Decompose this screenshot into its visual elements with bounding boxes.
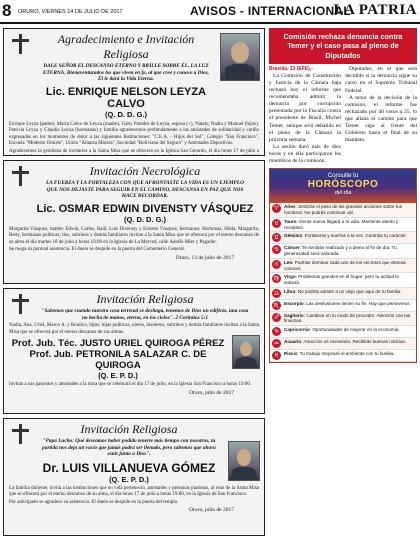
notice-signature: Oruro, julio de 2017: [189, 389, 234, 396]
notice-agradecimiento: [3, 28, 265, 156]
zodiac-icon: ♓: [273, 352, 280, 360]
cross-icon: [7, 165, 35, 187]
sign-text: Oportunidades de mejorar en la economía.: [312, 327, 400, 333]
zodiac-icon: ♐: [273, 313, 280, 321]
sign-text: Te sentirás realizado y a pleno al fin de día. Tu generosidad será valorada.: [284, 245, 397, 257]
notice-body: Margarita Vásquez, madre; Edwin, Carlos, Raúl, Luis Divensty y Ernesto Vásquez, hermanos; Hortensia, Hilda, Margarita, Betty, hermanas políticas; tíos, sobrinos y demás familiares invitan a la Santa Misa que se ofrecerá por el eterno descanso de su alma el día martes 18 de julio a horas 19:00 en la Iglesia de La Merced, calle Adolfo Mier y Pagador. Se ruega su puntual asistencia. El duelo se despide en la puerta del Cementerio General.: [9, 226, 259, 253]
portrait-photo: [228, 441, 260, 481]
sign-text: Problemas grandes en el hogar; pero tu actitud te salvará.: [284, 274, 400, 286]
notice-necrologica: [3, 160, 265, 284]
sign-text: Fortalezas y sueños a la vez. Controla tu carácter.: [304, 233, 407, 239]
sign-text: No podrás admitir a un viejo que aquí de tu familia.: [297, 288, 402, 294]
zodiac-icon: ♊: [273, 234, 280, 242]
international-column: [269, 28, 417, 363]
zodiac-icon: ♋: [273, 246, 280, 254]
sign-text: Sentirás el peso de las grandes acciones sobre tus hombros. No podrás continuar así.: [284, 204, 402, 216]
horoscope-sign-géminis: ♊ Géminis: Fortalezas y sueños a la vez. Controla tu carácter.: [270, 232, 416, 244]
deceased-name-1: Prof. Jub. Téc. JUSTO URIEL QUIROGA PÉREZ: [11, 338, 225, 350]
notice-signature: Oruro, 13 de julio de 2017: [175, 254, 234, 261]
deceased-name: Dr. LUIS VILLANUEVA GÓMEZ: [42, 460, 216, 475]
horoscope-sign-piscis: ♓ Piscis: Tu trabajo mejorará el ambiente con tu familia.: [270, 350, 416, 362]
horoscope-banner: Consulte tu HORÓSCOPO del día: [270, 169, 416, 203]
sign-name: Virgo: [284, 274, 296, 280]
notice-qepd: (Q. E. P. D.): [109, 474, 149, 484]
horoscope-sign-aries: ♈ Aries: Sentirás el peso de las grandes acciones sobre tus hombros. No podrás continuar así.: [270, 203, 416, 217]
notice-title: Invitación Religiosa: [96, 292, 194, 306]
sign-text: Podrías dominar cada uno de los secretos que deseas conocer.: [284, 259, 406, 271]
zodiac-icon: ♌: [273, 260, 280, 268]
sign-name: Géminis: [284, 233, 303, 239]
notice-qddg: (Q. D. D. G.): [123, 214, 167, 224]
horoscope-sign-tauro: ♉ Tauro: Gente nueva llegará a tu vida. Mantente atento y receptivo.: [270, 218, 416, 232]
sign-name: Acuario: [284, 339, 302, 345]
article-col-2: Diputados, en el que será decidido si la denuncia sigue su curso en el Supremo Tribunal Federal. A tenor de la decisión de la comisión, el informe fue rechazado por 40 votos a 25, lo que allana el camino para que Temer siga al frente del Gobierno hasta el final de su mandato.: [345, 66, 417, 144]
sign-name: Libra: [284, 288, 296, 294]
deceased-name: Lic. ENRIQUE NELSON LEYZA CALVO: [45, 85, 207, 110]
horoscope-sign-leo: ♌ Leo: Podrías dominar cada uno de los secretos que deseas conocer.: [270, 259, 416, 273]
notice-title: Invitación Religiosa: [80, 422, 178, 436]
zodiac-icon: ♒: [273, 340, 280, 348]
section-title: AVISOS - INTERNACIONAL: [190, 4, 352, 18]
sign-name: Capricornio: [284, 327, 310, 333]
notice-heading: "Papá Lucho: Qué deseamos haber podido tenerte más tiempo con nosotros, tu partida nos deja un vacío que jamás podrá ser llenado, pero sabemos que ahora estás junto a Dios".: [42, 438, 216, 458]
deceased-name-2: Prof. Jub. PETRONILA SALAZAR C. DE QUIROGA: [29, 349, 207, 372]
horoscope-sign-libra: ♎ Libra: No podrás admitir a un viejo que aquí de tu familia.: [270, 288, 416, 300]
notice-heading: LA FUERZA Y LA FORTALEZA CON QUE AFRONTASTE LA VIDA ES UN EJEMPLO QUE NOS DEJASTE PARA SEGUIR EN EL CAMINO, DESCANSA EN PAZ QUE NOS HACE RECORDAR.: [46, 180, 244, 200]
sign-name: Tauro: [284, 218, 297, 224]
horoscope-sign-capricornio: ♑ Capricornio: Oportunidades de mejorar en la economía.: [270, 326, 416, 338]
newspaper-brand: LA PATRIA: [333, 2, 417, 18]
sign-text: Tu trabajo mejorará el ambiente con tu familia.: [299, 351, 395, 357]
cross-icon: [7, 33, 35, 55]
sign-name: Escorpio: [284, 300, 304, 306]
horoscope-sign-sagitario: ♐ Sagitario: Cambios en tu modo de proceder. Atención con las finanzas.: [270, 312, 416, 326]
cross-icon: [7, 293, 35, 315]
zodiac-icon: ♏: [273, 301, 280, 309]
notice-heading: DALE SEÑOR EL DESCANSO ETERNO Y BRILLE SOBRE ÉL, LA LUZ ETERNA. Bienaventurados los que viven en fe, al que cree y conoce a Dios, Él le dará la Vida Eterna.: [43, 63, 209, 83]
portrait-photo: [232, 335, 260, 369]
cross-icon: [7, 423, 35, 445]
notice-title: Invitación Necrológica: [89, 164, 201, 178]
dateline: ORURO, VIERNES 14 DE JULIO DE 2017: [18, 9, 123, 15]
article-dateline: Brasilia, 13 (EFE).-: [269, 66, 313, 73]
sign-name: Sagitario: [284, 312, 304, 318]
article-body: [269, 66, 417, 165]
horoscope-sign-escorpio: ♏ Escorpio: Las desilusiones tienen su fin. Hay que perseverar.: [270, 300, 416, 312]
notice-invitacion-quiroga: [3, 288, 265, 414]
sign-text: Gente nueva llegará a tu vida. Mantente atento y receptivo.: [284, 218, 399, 230]
article-headline: Comisión rechaza denuncia contra Temer y el caso pasa al pleno de Diputados: [269, 28, 417, 64]
horoscope-sign-acuario: ♒ Acuario: Atracción es necesaria. Recibirás buenas noticias.: [270, 338, 416, 350]
zodiac-icon: ♍: [273, 275, 280, 283]
zodiac-icon: ♈: [273, 205, 280, 213]
sign-text: Las desilusiones tienen su fin. Hay que perseverar.: [306, 300, 411, 306]
notice-body: Invitan a sus parientes y amistades a la misa que se celebrará el día 17 de julio, en la Iglesia San Francisco a horas 19:00.: [9, 382, 252, 388]
horoscope-box: [269, 168, 417, 363]
sign-text: Cambios en tu modo de proceder. Atención con las finanzas.: [284, 312, 411, 324]
horoscope-sign-virgo: ♍ Virgo: Problemas grandes en el hogar; pero tu actitud te salvará.: [270, 273, 416, 287]
notice-body-intro: Nadia, Ana, Uriel, Marco A. y Boulico, hijos; hijas políticas, nietos, bisnietos, sobrinos y demás familiares invitan a la Santa Misa que se ofrecerá por el eterno descanso de sus almas.: [9, 323, 259, 335]
page-number: 8: [2, 1, 12, 20]
notice-invitacion-villanueva: [3, 418, 265, 536]
horoscope-signs: [270, 203, 416, 362]
sign-name: Piscis: [284, 351, 298, 357]
notice-qepd: (Q. E. P. D.): [98, 371, 138, 381]
notice-heading: "Sabemos que cuando nuestra casa terrenal se deshaga, tenemos de Dios un edificio, una casa no hecha de manos, eterna, en los cielos". 2 Corintios 5:1: [41, 308, 249, 321]
notices-column: [3, 28, 265, 536]
notice-body: La familia doliente, invita a las instituciones que en vida perteneció, amistades y personas piadosas, al rezo de la Santa Misa que se ofrecerá por el eterno descanso de su alma, el día lunes 17 de julio a horas 19:00, en la Iglesia de San Francisco. Por anticipado se agradece su asistencia. El duelo se despide en la puerta del templo.: [9, 485, 259, 505]
notice-body: Enrique Leyza (padre), María Calvo de Leyza (madre), Gaby Paredes de Leyza, esposa (+), Nataly, Nadia y Manuel (hijos), Patricia Leyza y Claudia Leyza (hermanas) y familia agradecemos profundamente a las amistades de solidaridad y cariño expresadas en los momentos de dolor a las siguientes Instituciones: "C.E.A. - Hijos del Sol", Colegio "San Francisco", Escuela "Modesto Omiste", Unión "Alianza Minera", Sociedad "Boliviana del Seguro" y Amistades Deportivas. Agradecemos la gentileza de invitarles a la Santa Misa que se ofrecerá en la Iglesia San Gerardo, el día lunes 17 de julio a: [9, 121, 259, 154]
page-header: [0, 0, 420, 24]
zodiac-icon: ♑: [273, 328, 280, 336]
horoscope-sign-cáncer: ♋ Cáncer: Te sentirás realizado y a pleno al fin de día. Tu generosidad será valorada.: [270, 244, 416, 258]
notice-qddg: (Q. D. D. G.): [104, 109, 148, 119]
sign-name: Aries: [284, 204, 296, 210]
deceased-name: Lic. OSMAR EDWIN DIVENSTY VÁSQUEZ: [36, 202, 254, 215]
article-col-1: Brasilia, 13 (EFE).- La Comisión de Constitución y Justicia de la Cámara baja rechazó hoy el informe que recomendaba admitir la denuncia por corrupción presentada por la Fiscalía contra el presidente de Brasil, Michel Temer, aunque será debatida en el pleno de la Cámara la próxima semana. La sesión duró más de diez horas y en ella participaron los miembros de la comisión.: [269, 66, 341, 165]
sign-name: Cáncer: [284, 245, 300, 251]
sign-text: Atracción es necesaria. Recibirás buenas noticias.: [303, 339, 407, 345]
sign-name: Leo: [284, 259, 293, 265]
portrait-photo: [220, 33, 260, 81]
notice-signature: Oruro, julio de 2017: [189, 507, 234, 514]
zodiac-icon: ♎: [273, 289, 280, 297]
zodiac-icon: ♉: [273, 219, 280, 227]
notice-title: Agradecimiento e Invitación Religiosa: [57, 32, 195, 61]
